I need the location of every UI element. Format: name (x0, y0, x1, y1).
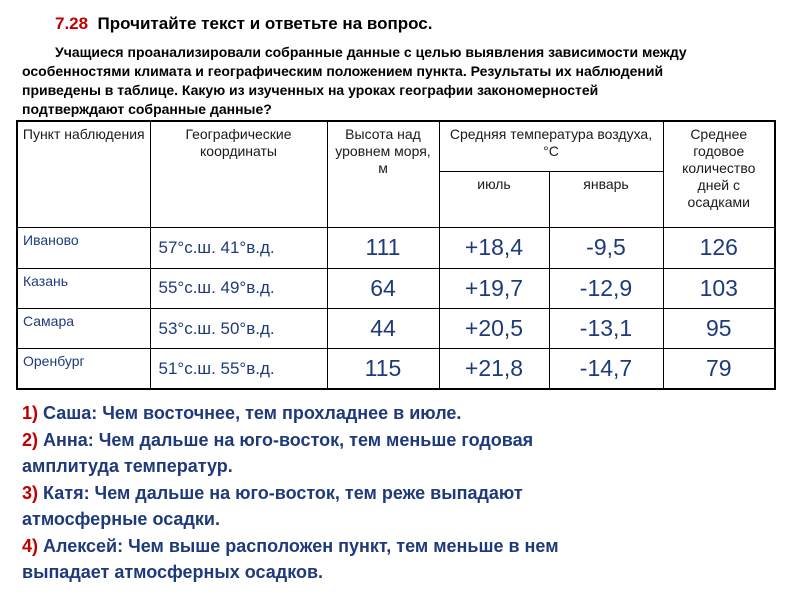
header-precip-days: Среднее годовое количество дней с осадками (663, 121, 775, 228)
days-cell: 95 (663, 308, 775, 348)
answer-text: Анна: Чем дальше на юго-восток, тем меньше годовая (43, 429, 534, 450)
altitude-cell: 44 (327, 308, 439, 348)
city-cell: Самара (17, 308, 150, 348)
january-cell: -12,9 (549, 268, 663, 308)
july-cell: +19,7 (439, 268, 549, 308)
altitude-cell: 111 (327, 228, 439, 268)
task-intro (22, 43, 782, 119)
answer-number: 2) (22, 429, 39, 450)
answer-text: Саша: Чем восточнее, тем прохладнее в июле. (43, 403, 462, 423)
answer-option-3[interactable] (22, 480, 792, 507)
answer-option-4-cont: выпадает атмосферных осадков. (22, 562, 324, 582)
answer-options (22, 400, 792, 586)
answer-option-3-cont: атмосферные осадки. (22, 509, 220, 529)
answer-option-4[interactable] (22, 533, 792, 560)
header-july: июль (439, 171, 549, 227)
coords-cell: 57°с.ш. 41°в.д. (150, 228, 327, 268)
table-row (17, 268, 775, 308)
task-number: 7.28 (55, 14, 89, 33)
days-cell: 103 (663, 268, 775, 308)
header-january: январь (549, 171, 663, 227)
coords-cell: 53°с.ш. 50°в.д. (150, 308, 327, 348)
header-temperature: Средняя температура воздуха, °С (439, 121, 663, 171)
task-title (55, 14, 432, 34)
answer-number: 3) (22, 482, 39, 503)
city-cell: Оренбург (17, 349, 150, 389)
july-cell: +21,8 (439, 349, 549, 389)
table-row (17, 349, 775, 389)
days-cell: 126 (663, 228, 775, 268)
table-row (17, 308, 775, 348)
answer-option-2[interactable] (22, 427, 792, 454)
days-cell: 79 (663, 349, 775, 389)
coords-cell: 51°с.ш. 55°в.д. (150, 349, 327, 389)
intro-line-2: особенностями климата и географическим положением пункта. Результаты их наблюдений (22, 63, 664, 79)
answer-option-2-cont: амплитуда температур. (22, 456, 233, 476)
january-cell: -9,5 (549, 228, 663, 268)
header-coords: Географические координаты (150, 121, 327, 228)
city-cell: Казань (17, 268, 150, 308)
july-cell: +18,4 (439, 228, 549, 268)
intro-line-4: подтверждают собранные данные? (22, 101, 272, 117)
answer-number: 4) (22, 535, 39, 556)
january-cell: -13,1 (549, 308, 663, 348)
header-point: Пункт наблюдения (17, 121, 150, 228)
answer-option-1[interactable] (22, 400, 792, 427)
july-cell: +20,5 (439, 308, 549, 348)
intro-line-3: приведены в таблице. Какую из изученных на уроках географии закономерностей (22, 82, 599, 98)
altitude-cell: 64 (327, 268, 439, 308)
table-row (17, 228, 775, 268)
january-cell: -14,7 (549, 349, 663, 389)
answer-text: Алексей: Чем выше расположен пункт, тем меньше в нем (43, 535, 559, 556)
answer-text: Катя: Чем дальше на юго-восток, тем реже выпадают (43, 482, 523, 503)
intro-line-1: Учащиеся проанализировали собранные данные с целью выявления зависимости между (55, 44, 687, 60)
answer-number: 1) (22, 403, 39, 423)
coords-cell: 55°с.ш. 49°в.д. (150, 268, 327, 308)
altitude-cell: 115 (327, 349, 439, 389)
header-altitude: Высота над уровнем моря, м (327, 121, 439, 228)
observations-table (16, 120, 776, 390)
task-heading: Прочитайте текст и ответьте на вопрос. (97, 14, 433, 33)
city-cell: Иваново (17, 228, 150, 268)
